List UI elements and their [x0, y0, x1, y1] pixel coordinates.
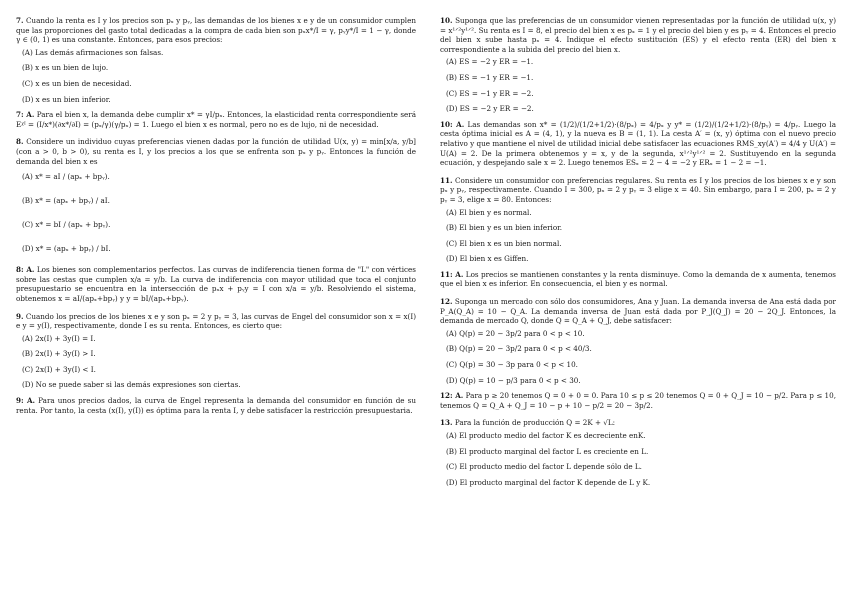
question-number: 12. — [440, 297, 453, 307]
option-a: (A) Q(p) = 20 − 3p/2 para 0 < p < 10. — [446, 328, 585, 338]
option-b: (B) x es un bien de lujo. — [22, 63, 109, 73]
answer-label: 11: A. — [440, 269, 464, 279]
option-c: (C) ES = −1 y ER = −2. — [446, 88, 534, 98]
question-12-options — [440, 329, 836, 385]
answer-text: Las demandas son x* = (1/2)/(1/2+1/2)·(8/pₓ) = 4/pₓ y y* = (1/2)/(1/2+1/2)·(8/pᵧ) = 4/pᵧ. Luego la cesta óptima inicial es A = (4, 1), y la nueva es B = (1, 1). La cesta A′ = (x, y) óptima con el nuevo precio relativo y que mantiene el nivel de utilidad inicial debe satisfacer las ecuaciones RMS_xy(A′) = 4/4 y U(A′) = U(A) = 2. De la primera obtenemos y = x, y de la segunda, x¹ᐟ²y¹ᐟ² = 2. Sustituyendo en la segunda ecuación, y despejando sale x = 2. Luego tenemos ESₓ = 2 − 4 = −2 y ERₓ = 1 − 2 = −1. — [440, 119, 836, 168]
question-11 — [440, 176, 836, 205]
option-a: (A) x* = aI / (apₓ + bpᵧ). — [22, 172, 110, 182]
option-b: (B) El producto marginal del factor L es creciente en L. — [446, 446, 649, 456]
option-b: (B) 2x(I) + 3y(I) > I. — [22, 349, 96, 359]
answer-label: 8: A. — [16, 265, 35, 275]
question-7-options — [16, 48, 416, 104]
question-number: 10. — [440, 16, 453, 25]
right-column — [440, 16, 836, 493]
question-10 — [440, 16, 836, 54]
question-number: 9. — [16, 311, 24, 321]
option-d: (D) El bien x es Giffen. — [446, 254, 529, 264]
question-8-options — [16, 169, 416, 257]
option-c: (C) El producto medio del factor L depende sólo de L. — [446, 462, 642, 472]
question-number: 13. — [440, 418, 453, 428]
option-a: (A) El producto medio del factor K es decreciente enK. — [446, 431, 646, 440]
option-c: (C) El bien x es un bien normal. — [446, 238, 562, 248]
option-d: (D) Q(p) = 10 − p/3 para 0 < p < 30. — [446, 375, 581, 385]
option-c: (C) Q(p) = 30 − 3p para 0 < p < 10. — [446, 360, 578, 370]
question-number: 11. — [440, 175, 453, 185]
option-b: (B) x* = (apₓ + bpᵧ) / aI. — [22, 196, 110, 206]
answer-text: Para el bien x, la demanda debe cumplir x* = γI/pₓ. Entonces, la elasticidad renta correspondiente será Eᵡᴵ = (I/x*)(∂x*/∂I) = (pₓ/γ)(γ/pₓ) = 1. Luego el bien x es normal, pero no es de lujo, ni de necesidad. — [16, 110, 416, 129]
option-d: (D) ES = −2 y ER = −2. — [446, 104, 534, 114]
question-10-options — [440, 57, 836, 113]
option-b: (B) Q(p) = 20 − 3p/2 para 0 < p < 40/3. — [446, 344, 592, 354]
question-8 — [16, 137, 416, 166]
question-number: 8. — [16, 137, 24, 147]
answer-text: Los bienes son complementarios perfectos. Las curvas de indiferencia tienen forma de "L" con vértices sobre las cestas que cumplen x/a = y/b. La curva de indiferencia con mayor utilidad que toca el conjunto presupuestario se encuentra en la intersección de pₓx + pᵧy = I con x/a = y/b. Resolviendo el sistema, obtenemos x = aI/(apₓ+bpᵧ) y y = bI/(apₓ+bpᵧ). — [16, 265, 416, 303]
option-a: (A) Las demás afirmaciones son falsas. — [22, 47, 164, 57]
question-text: Cuando los precios de los bienes x e y son pₓ = 2 y pᵧ = 3, las curvas de Engel del consumidor son x = x(I) e y = y(I), respectivamente, donde I es su renta. Entonces, es cierto que: — [16, 311, 416, 331]
option-b: (B) ES = −1 y ER = −1. — [446, 72, 534, 82]
answer-text: Los precios se mantienen constantes y la renta disminuye. Como la demanda de x aumenta, tenemos que el bien x es inferior. En consecuencia, el bien y es normal. — [440, 269, 836, 289]
answer-9 — [16, 396, 416, 415]
left-column — [16, 16, 416, 423]
option-d: (D) x* = (apₓ + bpᵧ) / bI. — [22, 244, 111, 254]
option-a: (A) 2x(I) + 3y(I) = I. — [22, 333, 96, 343]
question-13-options — [440, 431, 836, 487]
question-13 — [440, 418, 836, 428]
question-text: Cuando la renta es I y los precios son pₓ y pᵧ, las demandas de los bienes x e y de un consumidor cumplen que las proporciones del gasto total dedicadas a la compra de cada bien son pₓx*/I = γ, pᵧy*/I = 1 − γ, donde γ ∈ (0, 1) es una constante. Entonces, para esos precios: — [16, 16, 416, 45]
answer-label: 9: A. — [16, 396, 36, 406]
question-text: Para la función de producción Q = 2K + √L: — [454, 418, 616, 428]
question-text: Considere un consumidor con preferencias regulares. Su renta es I y los precios de los bienes x e y son pₓ y pᵧ, respectivamente. Cuando I = 300, pₓ = 2 y pᵧ = 3 elige x = 40. Sin embargo, para I = 200, pₓ = 2 y pᵧ = 3, elige x = 80. Entonces: — [440, 175, 836, 204]
question-text: Suponga que las preferencias de un consumidor vienen representadas por la función de utilidad u(x, y) = x¹ᐟ²y¹ᐟ². Su renta es I = 8, el precio del bien x es pₓ = 1 y el precio del bien y es pᵧ = 4. Entonces el precio del bien x sube hasta pₓ = 4. Indique el efecto sustitución (ES) y el efecto renta (ER) del bien x correspondiente a la subida del precio del bien x. — [440, 16, 836, 54]
option-b: (B) El bien y es un bien inferior. — [446, 223, 563, 233]
question-text: Suponga un mercado con sólo dos consumidores, Ana y Juan. La demanda inversa de Ana está dada por P_A(Q_A) = 10 − Q_A. La demanda inversa de Juan está dada por P_J(Q_J) = 20 − 2Q_J. Entonces, la demanda de mercado Q, donde Q = Q_A + Q_J, debe satisfacer: — [440, 297, 836, 326]
option-a: (A) El bien y es normal. — [446, 207, 532, 217]
answer-text: Para unos precios dados, la curva de Engel representa la demanda del consumidor en función de su renta. Por tanto, la cesta (x(I), y(I)) es óptima para la renta I, y debe satisfacer la restricción presupuestaria. — [16, 396, 416, 415]
option-d: (D) El producto marginal del factor K depende de L y K. — [446, 477, 651, 487]
question-7 — [16, 16, 416, 45]
option-d: (D) No se puede saber si las demás expresiones son ciertas. — [22, 380, 241, 390]
answer-label: 12: A. — [440, 391, 464, 401]
question-number: 7. — [16, 16, 24, 25]
option-c: (C) x* = bI / (apₓ + bpᵧ). — [22, 220, 111, 230]
option-c: (C) x es un bien de necesidad. — [22, 78, 132, 88]
option-a: (A) ES = −2 y ER = −1. — [446, 57, 534, 67]
question-text: Considere un individuo cuyas preferencias vienen dadas por la función de utilidad U(x, y) = min[x/a, y/b] (con a > 0, b > 0), su renta es I, y los precios a los que se enfrenta son pₓ y pᵧ. Entonces la función de demanda del bien x es — [16, 137, 416, 166]
answer-10 — [440, 120, 836, 168]
question-9-options — [16, 334, 416, 390]
answer-12 — [440, 391, 836, 410]
question-11-options — [440, 208, 836, 264]
answer-11 — [440, 270, 836, 289]
option-c: (C) 2x(I) + 3y(I) < I. — [22, 364, 96, 374]
answer-8 — [16, 265, 416, 303]
option-d: (D) x es un bien inferior. — [22, 94, 111, 104]
answer-text: Para p ≥ 20 tenemos Q = 0 + 0 = 0. Para 10 ≤ p ≤ 20 tenemos Q = 0 + Q_J = 10 − p/2. Para p ≤ 10, tenemos Q = Q_A + Q_J = 10 − p + 10 − p/2 = 20 − 3p/2. — [440, 391, 836, 410]
answer-label: 7: A. — [16, 110, 35, 120]
answer-label: 10: A. — [440, 119, 465, 129]
question-9 — [16, 312, 416, 331]
answer-7 — [16, 110, 416, 129]
question-12 — [440, 297, 836, 326]
